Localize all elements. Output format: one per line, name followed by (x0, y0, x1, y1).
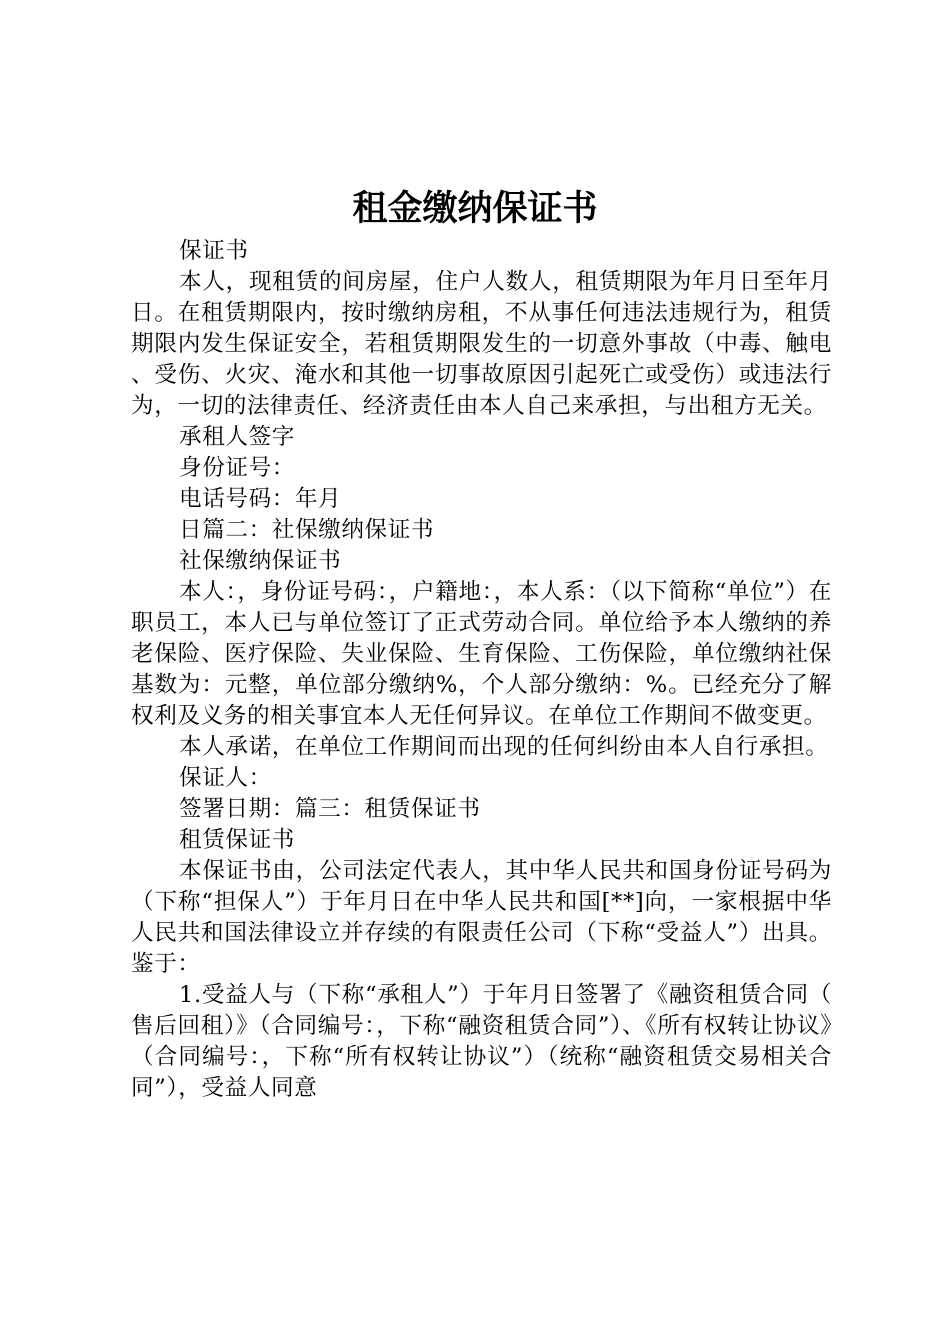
paragraph-sign-date: 签署日期：篇三：租赁保证书 (179, 796, 481, 822)
paragraph-social-insurance-body: 本人：，身份证号码：，户籍地：，本人系：（以下简称“单位”）在职员工，本人已与单位签订了正式劳动合同。单位给予本人缴纳的养老保险、医疗保险、失业保险、生育保险、工伤保险，单位缴纳社保基数为：元整，单位部分缴纳%，个人部分缴纳：%。已经充分了解权利及义务的相关事宜本人无任何异议。在单位工作期间不做变更。 (131, 579, 832, 729)
paragraph-tenant-signature: 承租人签字 (179, 424, 295, 450)
paragraph-id-number: 身份证号： (179, 455, 295, 481)
paragraph-lease-guarantee-intro: 本保证书由，公司法定代表人，其中华人民共和国身份证号码为（下称“担保人”）于年月日在中华人民共和国[**]向，一家根据中华人民共和国法律设立并存续的有限责任公司（下称“受益人”）出具。鉴于： (131, 858, 832, 977)
paragraph-lease-guarantee-title: 租赁保证书 (179, 827, 295, 853)
paragraph-commitment: 本人承诺，在单位工作期间而出现的任何纠纷由本人自行承担。 (179, 734, 829, 760)
paragraph-social-insurance-title: 社保缴纳保证书 (179, 548, 342, 574)
paragraph-rent-guarantee: 本人，现租赁的间房屋，住户人数人，租赁期限为年月日至年月日。在租赁期限内，按时缴纳房租，不从事任何违法违规行为，租赁期限内发生保证安全，若租赁期限发生的一切意外事故（中毒、触电、受伤、火灾、淹水和其他一切事故原因引起死亡或受伤）或违法行为，一切的法律责任、经济责任由本人自己来承担，与出租方无关。 (131, 269, 832, 419)
document-body (131, 236, 832, 1104)
paragraph-heading-guarantee: 保证书 (179, 238, 249, 264)
document-title: 租金缴纳保证书 (352, 188, 598, 229)
paragraph-phone-number: 电话号码：年月 (179, 486, 342, 512)
paragraph-item-1: 1.受益人与（下称“承租人”）于年月日签署了《融资租赁合同（售后回租）》（合同编号：，下称“融资租赁合同”）、《所有权转让协议》（合同编号：，下称“所有权转让协议”）（统称“融资租赁交易相关合同”），受益人同意 (131, 982, 832, 1101)
paragraph-part-two-heading: 日篇二：社保缴纳保证书 (179, 517, 435, 543)
paragraph-guarantor: 保证人： (179, 765, 272, 791)
